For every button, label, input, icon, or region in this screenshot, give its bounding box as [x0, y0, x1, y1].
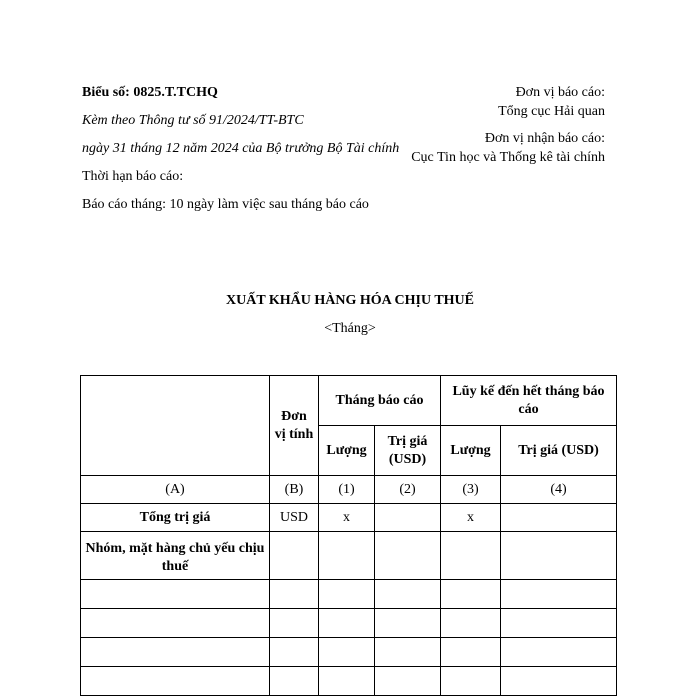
reporting-unit: Tổng cục Hải quan [498, 104, 605, 119]
table-cell [501, 609, 617, 638]
table-cell [441, 667, 501, 696]
report-title: XUẤT KHẨU HÀNG HÓA CHỊU THUẾ [225, 293, 474, 308]
table-row-empty [81, 580, 617, 609]
code-b: (B) [270, 476, 319, 504]
total-col4 [501, 504, 617, 532]
table-cell [501, 638, 617, 667]
table-cell [270, 667, 319, 696]
total-col3: x [441, 504, 501, 532]
table-cell [319, 667, 375, 696]
total-col2 [375, 504, 441, 532]
table-cell [501, 580, 617, 609]
table-cell [270, 638, 319, 667]
table-row-empty [81, 667, 617, 696]
table-cell [375, 638, 441, 667]
header-cumulative: Lũy kế đến hết tháng báo cáo [441, 376, 617, 426]
report-subtitle: <Tháng> [324, 321, 376, 336]
table-cell [375, 609, 441, 638]
table-cell [441, 638, 501, 667]
table-cell [319, 580, 375, 609]
report-header-left [82, 83, 412, 223]
table-cell [81, 609, 270, 638]
table-cell [319, 638, 375, 667]
table-row-total [81, 504, 617, 532]
group-label: Nhóm, mặt hàng chủ yếu chịu thuế [81, 532, 270, 580]
receiving-unit: Cục Tin học và Thống kê tài chính [411, 150, 605, 165]
table-cell [270, 609, 319, 638]
table-cell [375, 532, 441, 580]
table-row-empty [81, 638, 617, 667]
receiving-unit-label: Đơn vị nhận báo cáo: [484, 131, 605, 146]
circular-date: ngày 31 tháng 12 năm 2024 của Bộ trưởng Bộ Tài chính [82, 141, 400, 156]
table-code-row [81, 476, 617, 504]
code-1: (1) [319, 476, 375, 504]
total-unit: USD [270, 504, 319, 532]
table-cell [501, 532, 617, 580]
header-month: Tháng báo cáo [319, 376, 441, 426]
code-a: (A) [81, 476, 270, 504]
table-cell [501, 667, 617, 696]
header-unit: Đơn vị tính [270, 376, 319, 476]
report-table [80, 375, 617, 696]
header-blank-cell [81, 376, 270, 476]
table-cell [270, 532, 319, 580]
table-cell [81, 638, 270, 667]
table-cell [81, 580, 270, 609]
table-cell [441, 532, 501, 580]
code-3: (3) [441, 476, 501, 504]
header-quantity-cumulative: Lượng [441, 426, 501, 476]
code-2: (2) [375, 476, 441, 504]
table-header-row [81, 376, 617, 426]
deadline-label: Thời hạn báo cáo: [82, 169, 184, 184]
table-cell [319, 532, 375, 580]
header-quantity-month: Lượng [319, 426, 375, 476]
table-cell [441, 580, 501, 609]
table-cell [441, 609, 501, 638]
table-row-group [81, 532, 617, 580]
code-4: (4) [501, 476, 617, 504]
table-cell [375, 580, 441, 609]
table-cell [375, 667, 441, 696]
table-row-empty [81, 609, 617, 638]
header-value-month: Trị giá (USD) [375, 426, 441, 476]
form-code: Biểu số: 0825.T.TCHQ [82, 85, 218, 100]
table-cell [270, 580, 319, 609]
deadline-value: Báo cáo tháng: 10 ngày làm việc sau tháng báo cáo [82, 197, 369, 212]
total-label: Tổng trị giá [81, 504, 270, 532]
total-col1: x [319, 504, 375, 532]
header-value-cumulative: Trị giá (USD) [501, 426, 617, 476]
reporting-unit-label: Đơn vị báo cáo: [515, 85, 605, 100]
circular-reference: Kèm theo Thông tư số 91/2024/TT-BTC [82, 113, 304, 128]
report-header-right [405, 83, 605, 167]
table-cell [81, 667, 270, 696]
table-cell [319, 609, 375, 638]
